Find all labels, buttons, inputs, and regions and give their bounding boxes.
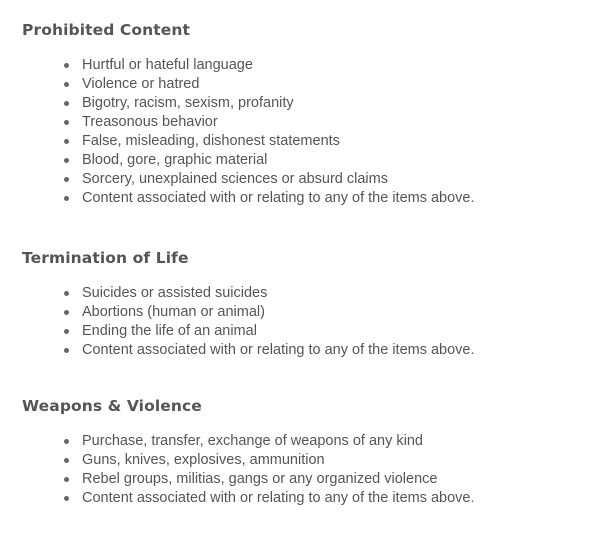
list-item-text: Hurtful or hateful language [82,57,253,73]
section-heading: Weapons & Violence [22,397,202,415]
bullet-icon [64,120,69,125]
bullet-icon [64,477,69,482]
list-item-text: Rebel groups, militias, gangs or any organized violence [82,471,438,487]
item-list [0,432,600,508]
item-list [0,56,600,208]
list-item [0,451,600,470]
list-item-text: Ending the life of an animal [82,323,257,339]
list-item [0,170,600,189]
list-item [0,322,600,341]
list-item [0,341,600,360]
bullet-icon [64,177,69,182]
list-item-text: Abortions (human or animal) [82,304,265,320]
list-item [0,432,600,451]
list-item-text: Content associated with or relating to any of the items above. [82,342,475,358]
bullet-icon [64,82,69,87]
list-item [0,284,600,303]
list-item-text: Guns, knives, explosives, ammunition [82,452,325,468]
bullet-icon [64,139,69,144]
list-item [0,470,600,489]
bullet-icon [64,329,69,334]
list-item [0,151,600,170]
item-list [0,284,600,360]
list-item [0,113,600,132]
bullet-icon [64,196,69,201]
bullet-icon [64,310,69,315]
list-item [0,489,600,508]
list-item [0,75,600,94]
bullet-icon [64,458,69,463]
bullet-icon [64,291,69,296]
list-item [0,94,600,113]
bullet-icon [64,63,69,68]
list-item [0,56,600,75]
list-item-text: Sorcery, unexplained sciences or absurd claims [82,171,388,187]
list-item-text: Violence or hatred [82,76,200,92]
section-heading: Termination of Life [22,249,189,267]
list-item [0,132,600,151]
list-item-text: Treasonous behavior [82,114,218,130]
bullet-icon [64,158,69,163]
section-heading: Prohibited Content [22,21,191,39]
list-item [0,303,600,322]
list-item-text: Suicides or assisted suicides [82,285,268,301]
bullet-icon [64,496,69,501]
list-item-text: Purchase, transfer, exchange of weapons of any kind [82,433,423,449]
bullet-icon [64,348,69,353]
list-item-text: Content associated with or relating to any of the items above. [82,490,475,506]
list-item-text: Blood, gore, graphic material [82,152,268,168]
list-item-text: False, misleading, dishonest statements [82,133,340,149]
bullet-icon [64,101,69,106]
list-item-text: Content associated with or relating to any of the items above. [82,190,475,206]
bullet-icon [64,439,69,444]
list-item [0,189,600,208]
list-item-text: Bigotry, racism, sexism, profanity [82,95,294,111]
